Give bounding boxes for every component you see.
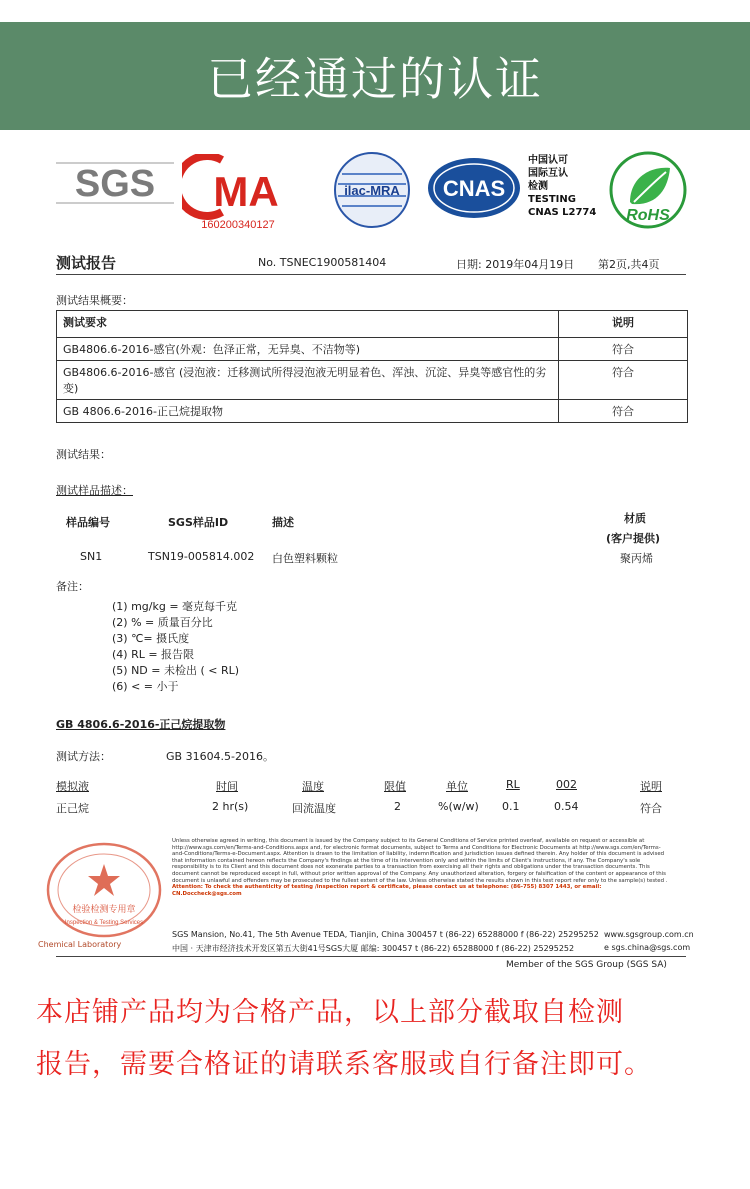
sample-header-client: (客户提供) xyxy=(606,532,661,545)
divider xyxy=(56,274,686,275)
footer-divider xyxy=(56,956,686,957)
email: e sgs.china@sgs.com xyxy=(604,943,691,952)
sample-description-label: 测试样品描述： xyxy=(56,484,133,497)
table-cell: GB4806.6-2016-感官 (浸泡液：迁移测试所得浸泡液无明显着色、浑浊、沉淀、异臭等感官性的劣变) xyxy=(57,361,559,400)
bottom-note-line2: 报告，需要合格证的请联系客服或自行备注即可。 xyxy=(36,1049,652,1080)
address-en: SGS Mansion, No.41, The 5th Avenue TEDA, Tianjin, China 300457 t (86-22) 65288000 f (86-22) 25295252 xyxy=(172,930,599,939)
note-item: (2) % = 质量百分比 xyxy=(112,616,213,629)
inspection-stamp xyxy=(42,838,172,948)
method-cell: 2 xyxy=(394,800,401,813)
note-item: (1) mg/kg = 毫克每千克 xyxy=(112,600,238,613)
sample-header-desc: 描述 xyxy=(272,516,294,529)
sample-header-material: 材质 xyxy=(624,512,646,525)
certification-logos xyxy=(36,140,716,240)
sgs-logo xyxy=(56,158,174,208)
stamp-text: 检验检测专用章 xyxy=(72,905,136,915)
summary-table xyxy=(56,310,688,423)
cnas-line: 中国认可 xyxy=(528,155,568,166)
method-header: 限值 xyxy=(384,780,406,793)
method-cell: 符合 xyxy=(640,802,662,815)
method-cell: %(w/w) xyxy=(438,800,479,813)
top-strip xyxy=(0,0,750,22)
fine-print xyxy=(172,838,668,897)
method-label: 测试方法： xyxy=(56,750,111,763)
cnas-logo-text: CNAS xyxy=(442,176,506,201)
address-cn: 中国 · 天津市经济技术开发区第五大街41号SGS大厦 邮编: 300457 t (86-22) 65288000 f (86-22) 25295252 xyxy=(172,944,575,953)
lab-label: Chemical Laboratory xyxy=(38,940,122,949)
report-number: No. TSNEC1900581404 xyxy=(258,256,387,269)
table-header-cell: 测试要求 xyxy=(57,311,559,338)
method-cell: 2 hr(s) xyxy=(212,800,249,813)
method-header: 模拟液 xyxy=(56,780,89,793)
cnas-line: TESTING xyxy=(528,194,576,205)
sample-header-id: SGS样品ID xyxy=(168,516,229,529)
method-cell: 正己烷 xyxy=(56,802,89,815)
ilac-logo-text: ilac-MRA xyxy=(344,183,400,198)
table-cell: 符合 xyxy=(559,338,688,361)
table-header-row xyxy=(57,311,688,338)
method-cell: 0.54 xyxy=(554,800,579,813)
cma-number: 160200340127 xyxy=(201,219,275,231)
table-cell: GB 4806.6-2016-正己烷提取物 xyxy=(57,400,559,423)
website: www.sgsgroup.com.cn xyxy=(604,930,694,939)
stamp-subtext: Inspection & Testing Services xyxy=(64,920,144,926)
method-header: RL xyxy=(506,778,520,791)
method-header: 温度 xyxy=(302,780,324,793)
table-cell: 符合 xyxy=(559,361,688,400)
bottom-note-line1: 本店铺产品均为合格产品，以上部分截取自检测 xyxy=(36,997,624,1028)
method-value: GB 31604.5-2016。 xyxy=(166,750,275,763)
title-banner xyxy=(0,22,750,130)
method-header: 单位 xyxy=(446,780,468,793)
attention-text: Attention: To check the authenticity of testing /inspection report & certificate, please contact us at telephone: (86-755) 8307 1443, or email: CN.Doccheck@sgs.com xyxy=(172,884,602,897)
note-item: (3) ℃= 摄氏度 xyxy=(112,632,190,645)
member-text: Member of the SGS Group (SGS SA) xyxy=(506,960,667,970)
report-date: 日期: 2019年04月19日 xyxy=(456,258,575,271)
cma-logo xyxy=(182,154,294,232)
cnas-text-block xyxy=(528,154,596,219)
cnas-logo xyxy=(426,156,522,220)
ilac-mra-logo xyxy=(332,150,412,230)
rohs-logo-text: RoHS xyxy=(626,207,670,224)
notes-label: 备注： xyxy=(56,580,89,593)
report-page: 第2页,共4页 xyxy=(598,258,660,271)
table-row xyxy=(57,400,688,423)
note-item: (4) RL = 报告限 xyxy=(112,648,195,661)
note-item: (5) ND = 未检出 ( < RL) xyxy=(112,664,240,677)
table-cell: 符合 xyxy=(559,400,688,423)
note-item: (6) < = 小于 xyxy=(112,680,179,693)
cnas-line: CNAS L2774 xyxy=(528,207,597,218)
sample-header-no: 样品编号 xyxy=(66,516,110,529)
method-cell: 0.1 xyxy=(502,800,520,813)
report-title: 测试报告 xyxy=(56,254,117,272)
summary-label: 测试结果概要： xyxy=(56,294,133,307)
method-section-title: GB 4806.6-2016-正己烷提取物 xyxy=(56,718,226,731)
sample-cell: 白色塑料颗粒 xyxy=(272,552,338,565)
cnas-line: 检测 xyxy=(528,181,548,192)
method-header: 时间 xyxy=(216,780,238,793)
table-row xyxy=(57,338,688,361)
results-label: 测试结果： xyxy=(56,448,111,461)
table-cell: GB4806.6-2016-感官(外观：色泽正常，无异臭、不洁物等) xyxy=(57,338,559,361)
cnas-line: 国际互认 xyxy=(528,168,568,179)
sample-cell: SN1 xyxy=(80,550,103,563)
sgs-logo-text: SGS xyxy=(74,163,156,205)
method-cell: 回流温度 xyxy=(292,802,336,815)
rohs-logo xyxy=(608,150,688,230)
method-header: 002 xyxy=(556,778,577,791)
sample-cell: TSN19-005814.002 xyxy=(148,550,255,563)
table-row xyxy=(57,361,688,400)
fine-print-text: Unless otherwise agreed in writing, this document is issued by the Company subject to its General Conditions of Service printed overleaf, available on request or accessible at http://www.sgs.com/en/Terms-and-Conditions.aspx and, for electronic format documents, subject to Terms and Conditions for Electronic Documents at http://www.sgs.com/en/Terms-and-Conditions/Terms-e-Document.aspx. Attention is drawn to the limitation of liability, indemnification and jurisdiction issues defined therein. Any holder of this document is advised that information contained hereon reflects the Company's findings at the time of its intervention only and within the limits of Client's instructions, if any. The Company's sole responsibility is to its Client and this document does not exonerate parties to a transaction from exercising all their rights and obligations under the transaction documents. This document cannot be reproduced except in full, without prior written approval of the Company. Any unauthorized alteration, forgery or falsification of the content or appearance of this document is unlawful and offenders may be prosecuted to the fullest extent of the law. Unless otherwise stated the results shown in this test report refer only to the sample(s) tested . xyxy=(172,838,668,884)
test-report-document xyxy=(36,140,716,970)
sample-cell: 聚丙烯 xyxy=(620,552,653,565)
method-header: 说明 xyxy=(640,780,662,793)
table-header-cell: 说明 xyxy=(559,311,688,338)
cma-logo-text: MA xyxy=(213,168,279,215)
banner-title: 已经通过的认证 xyxy=(207,52,543,106)
